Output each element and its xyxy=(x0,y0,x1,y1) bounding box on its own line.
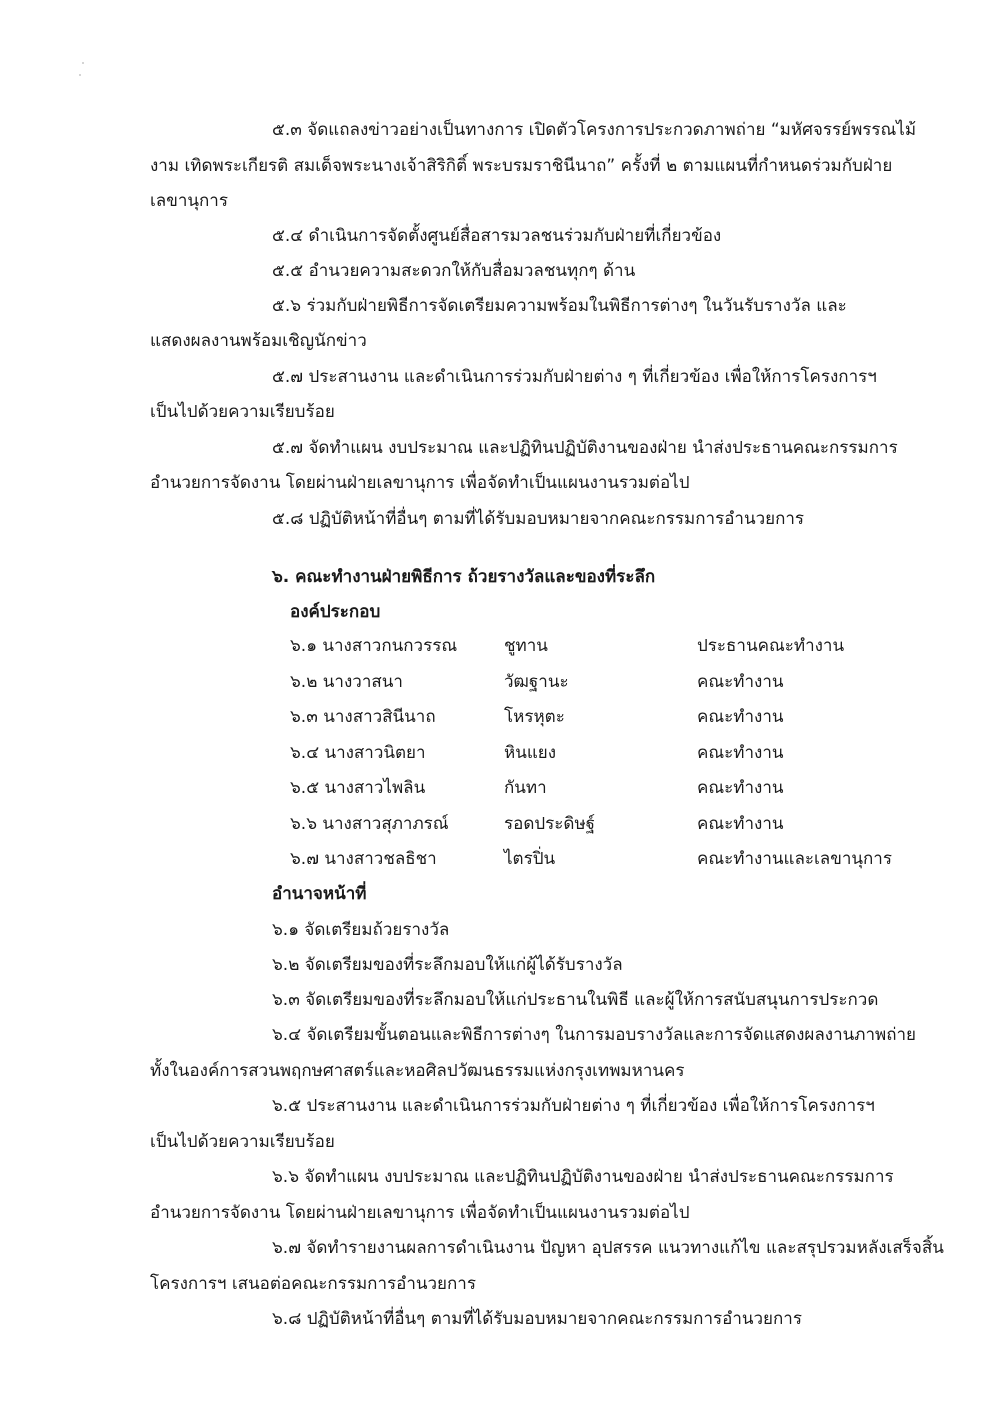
para-5-3-line-3: เลขานุการ xyxy=(150,191,228,211)
member-surname: ไตรปิ่น xyxy=(504,849,556,869)
duty-6-7-line-1: ๖.๗ จัดทำรายงานผลการดำเนินงาน ปัญหา อุปสรรค แนวทางแก้ไข และสรุปรวมหลังเสร็จสิ้น xyxy=(272,1238,944,1258)
para-5-3-line-2: งาม เทิดพระเกียรติ สมเด็จพระนางเจ้าสิริกิติ์ พระบรมราชินีนาถ” ครั้งที่ ๒ ตามแผนที่กำหนดร่วมกับฝ่าย xyxy=(150,156,893,176)
member-surname: รอดประดิษฐ์ xyxy=(504,814,596,834)
duty-6-5-line-2: เป็นไปด้วยความเรียบร้อย xyxy=(150,1132,335,1152)
member-role: คณะทำงาน xyxy=(697,707,784,727)
para-5-3-line-1: ๕.๓ จัดแถลงข่าวอย่างเป็นทางการ เปิดตัวโครงการประกวดภาพถ่าย “มหัศจรรย์พรรณไม้ xyxy=(272,120,917,140)
member-role: คณะทำงาน xyxy=(697,778,784,798)
members-title: องค์ประกอบ xyxy=(290,602,381,622)
member-name: ๖.๓ นางสาวสินีนาถ xyxy=(290,707,436,727)
member-name: ๖.๑ นางสาวกนกวรรณ xyxy=(290,636,458,656)
section-6-heading: ๖. คณะทำงานฝ่ายพิธีการ ถ้วยรางวัลและของที่ระลึก xyxy=(272,567,656,587)
member-surname: กันทา xyxy=(504,778,547,798)
member-surname: วัฒฐานะ xyxy=(504,672,569,692)
para-5-7a-line-1: ๕.๗ ประสานงาน และดำเนินการร่วมกับฝ่ายต่าง ๆ ที่เกี่ยวข้อง เพื่อให้การโครงการฯ xyxy=(272,367,877,387)
member-name: ๖.๖ นางสาวสุภาภรณ์ xyxy=(290,814,449,834)
duty-6-5-line-1: ๖.๕ ประสานงาน และดำเนินการร่วมกับฝ่ายต่าง ๆ ที่เกี่ยวข้อง เพื่อให้การโครงการฯ xyxy=(272,1096,875,1116)
duty-6-2: ๖.๒ จัดเตรียมของที่ระลึกมอบให้แก่ผู้ได้รับรางวัล xyxy=(272,955,623,975)
scan-speck xyxy=(79,74,81,76)
duty-6-6-line-2: อำนวยการจัดงาน โดยผ่านฝ่ายเลขานุการ เพื่อจัดทำเป็นแผนงานรวมต่อไป xyxy=(150,1203,690,1223)
para-5-6-line-2: แสดงผลงานพร้อมเชิญนักข่าว xyxy=(150,331,367,351)
member-surname: หินแยง xyxy=(504,743,557,763)
member-name: ๖.๔ นางสาวนิตยา xyxy=(290,743,426,763)
duty-6-1: ๖.๑ จัดเตรียมถ้วยรางวัล xyxy=(272,920,450,940)
para-5-4: ๕.๔ ดำเนินการจัดตั้งศูนย์สื่อสารมวลชนร่วมกับฝ่ายที่เกี่ยวข้อง xyxy=(272,226,722,246)
member-role: คณะทำงานและเลขานุการ xyxy=(697,849,892,869)
para-5-8: ๕.๘ ปฏิบัติหน้าที่อื่นๆ ตามที่ได้รับมอบหมายจากคณะกรรมการอำนวยการ xyxy=(272,509,805,529)
scan-speck xyxy=(82,62,84,64)
duty-6-3: ๖.๓ จัดเตรียมของที่ระลึกมอบให้แก่ประธานในพิธี และผู้ให้การสนับสนุนการประกวด xyxy=(272,990,879,1010)
para-5-7a-line-2: เป็นไปด้วยความเรียบร้อย xyxy=(150,402,335,422)
member-role: ประธานคณะทำงาน xyxy=(697,636,845,656)
duty-6-4-line-2: ทั้งในองค์การสวนพฤกษศาสตร์และหอศิลปวัฒนธรรมแห่งกรุงเทพมหานคร xyxy=(150,1061,685,1081)
member-name: ๖.๗ นางสาวชลธิชา xyxy=(290,849,437,869)
para-5-6-line-1: ๕.๖ ร่วมกับฝ่ายพิธีการจัดเตรียมความพร้อมในพิธีการต่างๆ ในวันรับรางวัล และ xyxy=(272,296,847,316)
member-role: คณะทำงาน xyxy=(697,672,784,692)
duty-6-6-line-1: ๖.๖ จัดทำแผน งบประมาณ และปฏิทินปฏิบัติงานของฝ่าย นำส่งประธานคณะกรรมการ xyxy=(272,1167,894,1187)
member-name: ๖.๒ นางวาสนา xyxy=(290,672,403,692)
duty-6-4-line-1: ๖.๔ จัดเตรียมขั้นตอนและพิธีการต่างๆ ในการมอบรางวัลและการจัดแสดงผลงานภาพถ่าย xyxy=(272,1025,916,1045)
member-role: คณะทำงาน xyxy=(697,814,784,834)
member-role: คณะทำงาน xyxy=(697,743,784,763)
para-5-5: ๕.๕ อำนวยความสะดวกให้กับสื่อมวลชนทุกๆ ด้าน xyxy=(272,261,636,281)
para-5-7b-line-2: อำนวยการจัดงาน โดยผ่านฝ่ายเลขานุการ เพื่อจัดทำเป็นแผนงานรวมต่อไป xyxy=(150,473,690,493)
duty-6-7-line-2: โครงการฯ เสนอต่อคณะกรรมการอำนวยการ xyxy=(150,1274,476,1294)
member-surname: โหรหุตะ xyxy=(504,707,565,727)
duties-title: อำนาจหน้าที่ xyxy=(272,884,367,904)
duty-6-8: ๖.๘ ปฏิบัติหน้าที่อื่นๆ ตามที่ได้รับมอบหมายจากคณะกรรมการอำนวยการ xyxy=(272,1309,802,1329)
member-surname: ชูทาน xyxy=(504,636,548,656)
member-name: ๖.๕ นางสาวไพลิน xyxy=(290,778,426,798)
para-5-7b-line-1: ๕.๗ จัดทำแผน งบประมาณ และปฏิทินปฏิบัติงานของฝ่าย นำส่งประธานคณะกรรมการ xyxy=(272,438,898,458)
